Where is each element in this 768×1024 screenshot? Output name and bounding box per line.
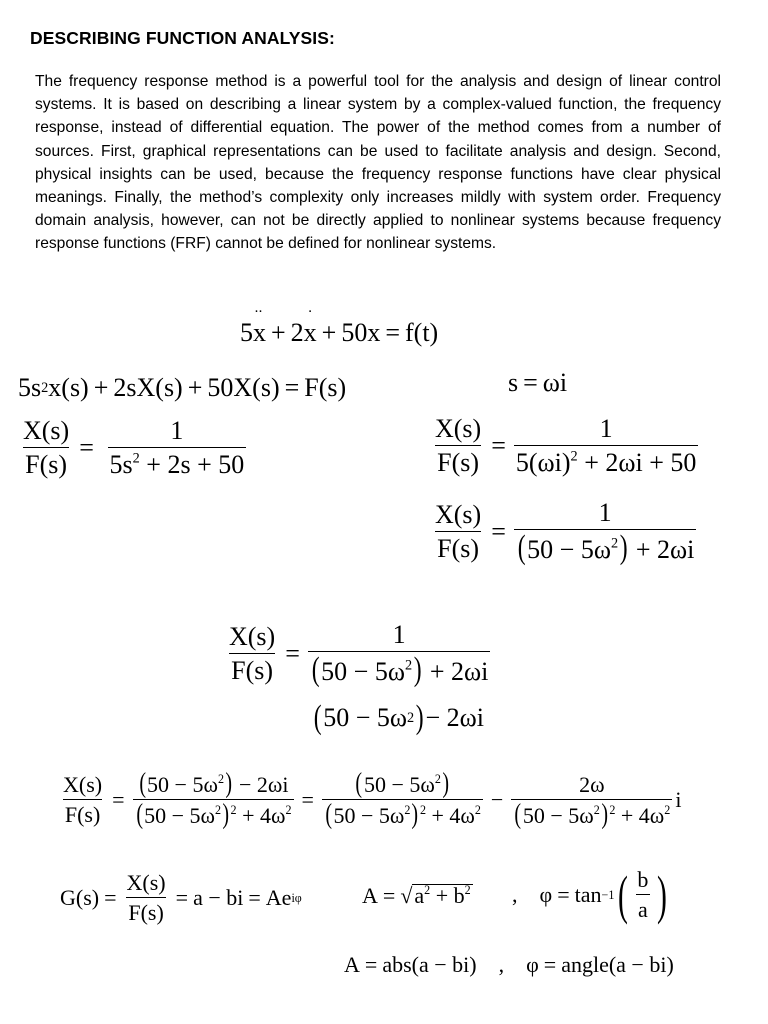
intro-paragraph: The frequency response method is a powerful tool for the analysis and design of linear control systems. It is based on describing a linear system by a complex-valued function, the frequency response, instead of differential equation. The power of the method comes from a number of sources. First, graphical representations can be used to facilitate analysis and design. Second, physical insights can be used, because the frequency response functions have clear physical meanings. Finally, the method’s complexity only increases mildly with system order. Frequency domain analysis, however, can not be directly applied to nonlinear systems because frequency response functions (FRF) cannot be defined for nonlinear systems.: [35, 73, 721, 253]
equation-g-definition: G(s) = $\frac{X(s)}{F(s)}$ = a − bi = Ae iφ: [60, 870, 302, 925]
equation-conjugate-term: ( 50 − 5ω 2 ) − 2ωi: [313, 699, 484, 736]
equation-transfer-function-wi: $\frac{X(s)}{F(s)}$ = $\frac{1}{5(\omega i)^2 + 2\omega i + 50}$: [435, 414, 697, 477]
equation-transfer-function-re-im: $\frac{X(s)}{F(s)}$ = $\frac{1}{(50 - 5\omega^2) + 2\omega i}$: [435, 498, 695, 566]
equation-abs-angle: A = abs(a − bi) , φ = angle(a − bi): [344, 952, 674, 977]
equation-substitution: s = ωi: [508, 368, 568, 397]
equation-amplitude: A = √ $a^2 + b^2$: [362, 882, 471, 908]
document-heading: DESCRIBING FUNCTION ANALYSIS:: [30, 28, 335, 48]
equation-phase: , φ = tan −1 ( b a ): [512, 865, 668, 925]
equation-conjugate-multiply: $\frac{X(s)}{F(s)}$ = $\frac{1}{(50 - 5\omega^2) + 2\omega i}$: [229, 620, 489, 688]
equation-transfer-function-s: $\frac{X(s)}{F(s)}$ = $\frac{1}{5s^2 + 2s + 50}$: [23, 416, 245, 479]
equation-ode: 5 ·· x + 2 · x + 50x = f(t): [240, 320, 438, 346]
equation-expanded: $\frac{X(s)}{F(s)}$ = $\frac{(50 - 5\omega^2) - 2\omega i}{(50 - 5\omega^2)^2 + 4\omega^2}$ = $\frac{(50 - 5\omega^2)}{(50 - 5\omega^2)^2 + 4\omega^2}$ − $\frac{2\omega}{(50 - 5\omega^2)^2 + 4\omega^2}$ i: [63, 768, 682, 830]
equation-laplace: 5s 2 x(s) + 2sX(s) + 50X(s) = F(s): [18, 373, 347, 402]
